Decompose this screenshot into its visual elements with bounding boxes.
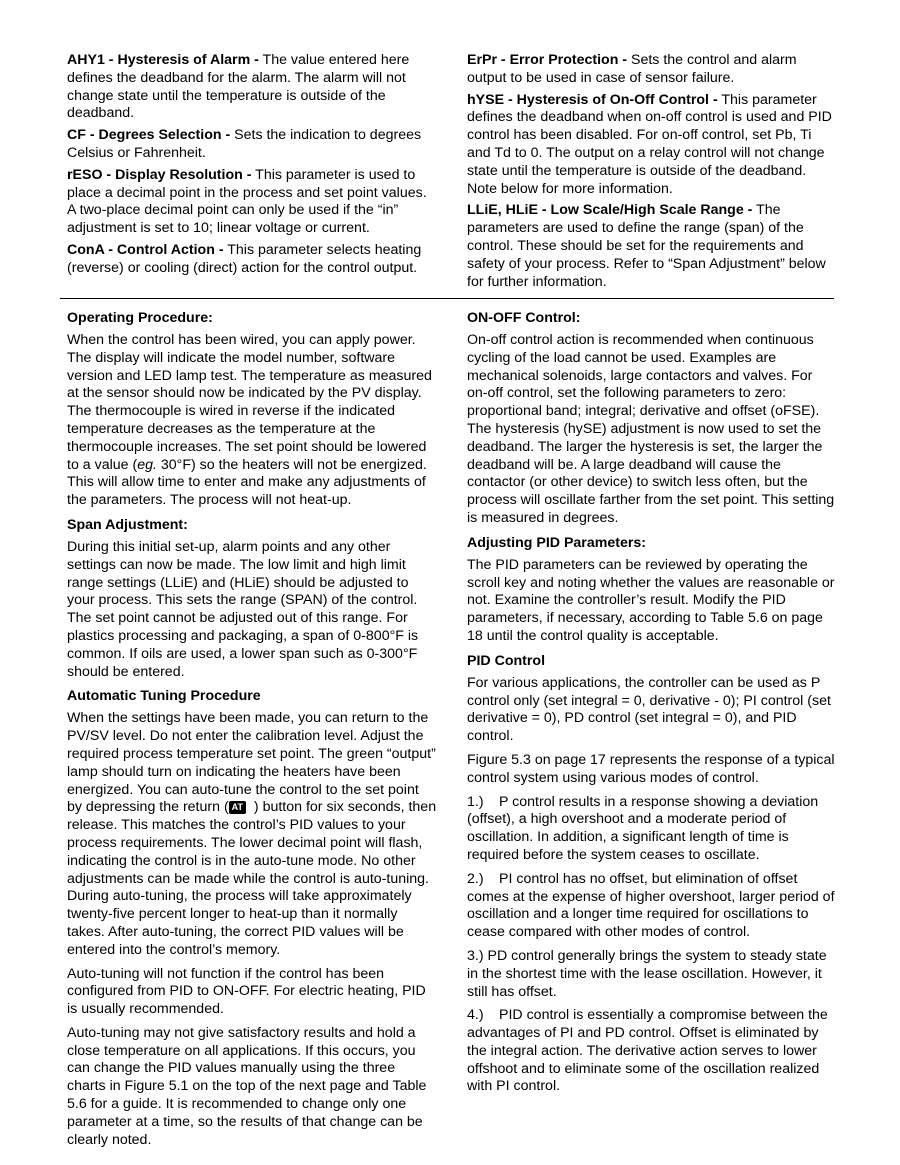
parameter-definitions-left [67, 52, 437, 282]
list-item-text: PID control is essentially a compromise between the advantages of PI and PD control. Offset is eliminated by the integral action. The derivative action serves to lower offshoot and to eliminate some of the oscillation realized with PI control. [467, 1007, 828, 1095]
list-item [467, 1007, 835, 1096]
term-ahy1: AHY1 - Hysteresis of Alarm - [67, 52, 259, 68]
heading-operating-procedure: Operating Procedure: [67, 310, 213, 326]
term-reso: rESO - Display Resolution - [67, 166, 252, 183]
procedures-column-right [467, 309, 835, 1102]
definition-cf [67, 127, 437, 163]
span-adjustment-text: During this initial set-up, alarm points and any other settings can now be made. The low limit and high limit range settings (LLiE) and (HLiE) should be adjusted to your process. This sets the range (SPAN) of the control. The set point cannot be adjusted out of this range. For plastics processing and packaging, a span of 0-800°F is common. If oils are used, a lower span such as 0-300°F should be entered. [67, 538, 419, 680]
heading-on-off-control: ON-OFF Control: [467, 310, 581, 326]
operating-text-em: eg. [137, 456, 157, 473]
list-item-number: 4.) [467, 1007, 484, 1024]
list-item [467, 871, 835, 942]
auto-tuning-note: Auto-tuning will not function if the control has been configured from PID to ON-OFF. For electric heating, PID is usually recommended. [67, 965, 426, 1018]
section-divider [60, 298, 834, 299]
list-item-number: 1.) [467, 793, 484, 810]
adjusting-pid-text: The PID parameters can be reviewed by operating the scroll key and noting whether the values are reasonable or not. Examine the controller’s result. Modify the PID parameters, if necessary, according to Table 5.6 on page 18 until the control quality is acceptable. [467, 556, 835, 644]
list-item-text: PI control has no offset, but elimination of offset comes at the expense of higher overshoot, larger period of oscillation and a longer time required for oscillations to cease compared with other modes of control. [467, 870, 835, 941]
pid-control-figure-ref: Figure 5.3 on page 17 represents the response of a typical control system using various modes of control. [467, 751, 835, 786]
heading-span-adjustment: Span Adjustment: [67, 516, 188, 533]
on-off-control-text: On-off control action is recommended when continuous cycling of the load cannot be used. Examples are mechanical solenoids, large contactors and valves. For on-off control, set the following parameters to zero: proportional band; integral; derivative and offset (oFSE). The hysteresis (hySE) adjustment is now used to set the deadband. The larger the hysteresis is set, the larger the deadband will be. A large deadband will cause the contactor (or other device) to switch less often, but the process will oscillate farther from the set point. This setting is measured in degrees. [467, 332, 835, 526]
definition-llie-hlie [467, 202, 835, 291]
auto-tuning-text-b: ) button for six seconds, then release. This matches the control’s PID values to your process requirements. The lower decimal point will flash, indicating the control is in the auto-tune mode. No other adjustments can be made while the control is auto-tuning. During auto-tuning, the process will take approximately twenty-five percent longer to heat-up than it normally takes. After auto-tuning, the correct PID values will be entered into the control’s memory. [67, 799, 437, 958]
definition-text: The parameters are used to define the range (span) of the control. These should be set for the requirements and safety of your process. Refer to “Span Adjustment” below for further information. [467, 202, 826, 290]
definition-ahy1 [67, 52, 437, 123]
definition-text: This parameter defines the deadband when on-off control is used and PID control has been disabled. For on-off control, set Pb, Ti and Td to 0. The output on a relay control will not change state until the temperature is outside of the deadband. Note below for more information. [467, 91, 832, 197]
term-cf: CF - Degrees Selection - [67, 127, 231, 144]
definition-hyse [467, 92, 835, 199]
operating-procedure-text [67, 332, 437, 510]
definition-text: Sets the control and alarm output to be used in case of sensor failure. [467, 52, 797, 86]
parameter-definitions-right [467, 52, 835, 295]
return-key-icon: AT [229, 801, 246, 814]
auto-tuning-text-a: When the settings have been made, you can return to the PV/SV level. Do not enter the calibration level. Adjust the required process temperature set point. The green “output” lamp should turn on indicating the heaters have been energized. You can auto-tune the control to the set point by depressing the return ( [67, 710, 436, 816]
definition-erpr [467, 52, 835, 88]
auto-tuning-text [67, 710, 437, 959]
pid-control-text: For various applications, the controller can be used as P control only (set integral = 0, derivative - 0); PI control (set derivative = 0), PD control (set integral = 0), and PID control. [467, 674, 831, 745]
term-llie-hlie: LLiE, HLiE - Low Scale/High Scale Range - [467, 202, 753, 219]
term-hyse: hYSE - Hysteresis of On-Off Control - [467, 91, 718, 108]
list-item-text: P control results in a response showing a deviation (offset), a high overshoot and a moderate period of oscillation. In addition, a significant length of time is required before the system ceases to oscillate. [467, 793, 819, 863]
list-item-number: 3.) [467, 947, 484, 964]
definition-reso [67, 167, 437, 238]
definition-text: This parameter selects heating (reverse) or cooling (direct) action for the control output. [67, 241, 422, 276]
heading-pid-control: PID Control [467, 652, 546, 669]
heading-automatic-tuning: Automatic Tuning Procedure [67, 688, 261, 705]
list-item [467, 948, 835, 1001]
operating-text-a: When the control has been wired, you can apply power. The display will indicate the model number, software version and LED lamp test. The temperature as measured at the sensor should now be indicated by the PV display. The thermocouple is wired in reverse if the indicated temperature decreases as the temperature at the thermocouple increases. The set point should be lowered to a value ( [67, 332, 432, 473]
heading-adjusting-pid: Adjusting PID Parameters: [467, 534, 646, 551]
auto-tuning-manual: Auto-tuning may not give satisfactory results and hold a close temperature on all applications. If this occurs, you can change the PID values manually using the three charts in Figure 5.1 on the top of the next page and Table 5.6 for a guide. It is recommended to change only one parameter at a time, so the results of that change can be clearly noted. [67, 1024, 427, 1148]
definition-text: Sets the indication to degrees Celsius or Fahrenheit. [67, 127, 422, 161]
definition-text: The value entered here defines the deadband for the alarm. The alarm will not change state until the temperature is outside of the deadband. [67, 52, 410, 122]
term-erpr: ErPr - Error Protection - [467, 52, 628, 68]
definition-text: This parameter is used to place a decimal point in the process and set point values. A two-place decimal point can only be used if the “in” adjustment is set to 10; linear voltage or current. [67, 166, 427, 237]
definition-cona [67, 242, 437, 278]
operating-text-b: 30°F) so the heaters will not be energized. This will allow time to enter and make any adjustments of the parameters. The process will not heat-up. [67, 456, 427, 509]
procedures-column-left [67, 309, 437, 1155]
term-cona: ConA - Control Action - [67, 241, 224, 258]
list-item-number: 2.) [467, 870, 484, 887]
list-item-text: PD control generally brings the system to steady state in the shortest time with the lease oscillation. However, it still has offset. [467, 947, 827, 1000]
list-item [467, 794, 835, 865]
